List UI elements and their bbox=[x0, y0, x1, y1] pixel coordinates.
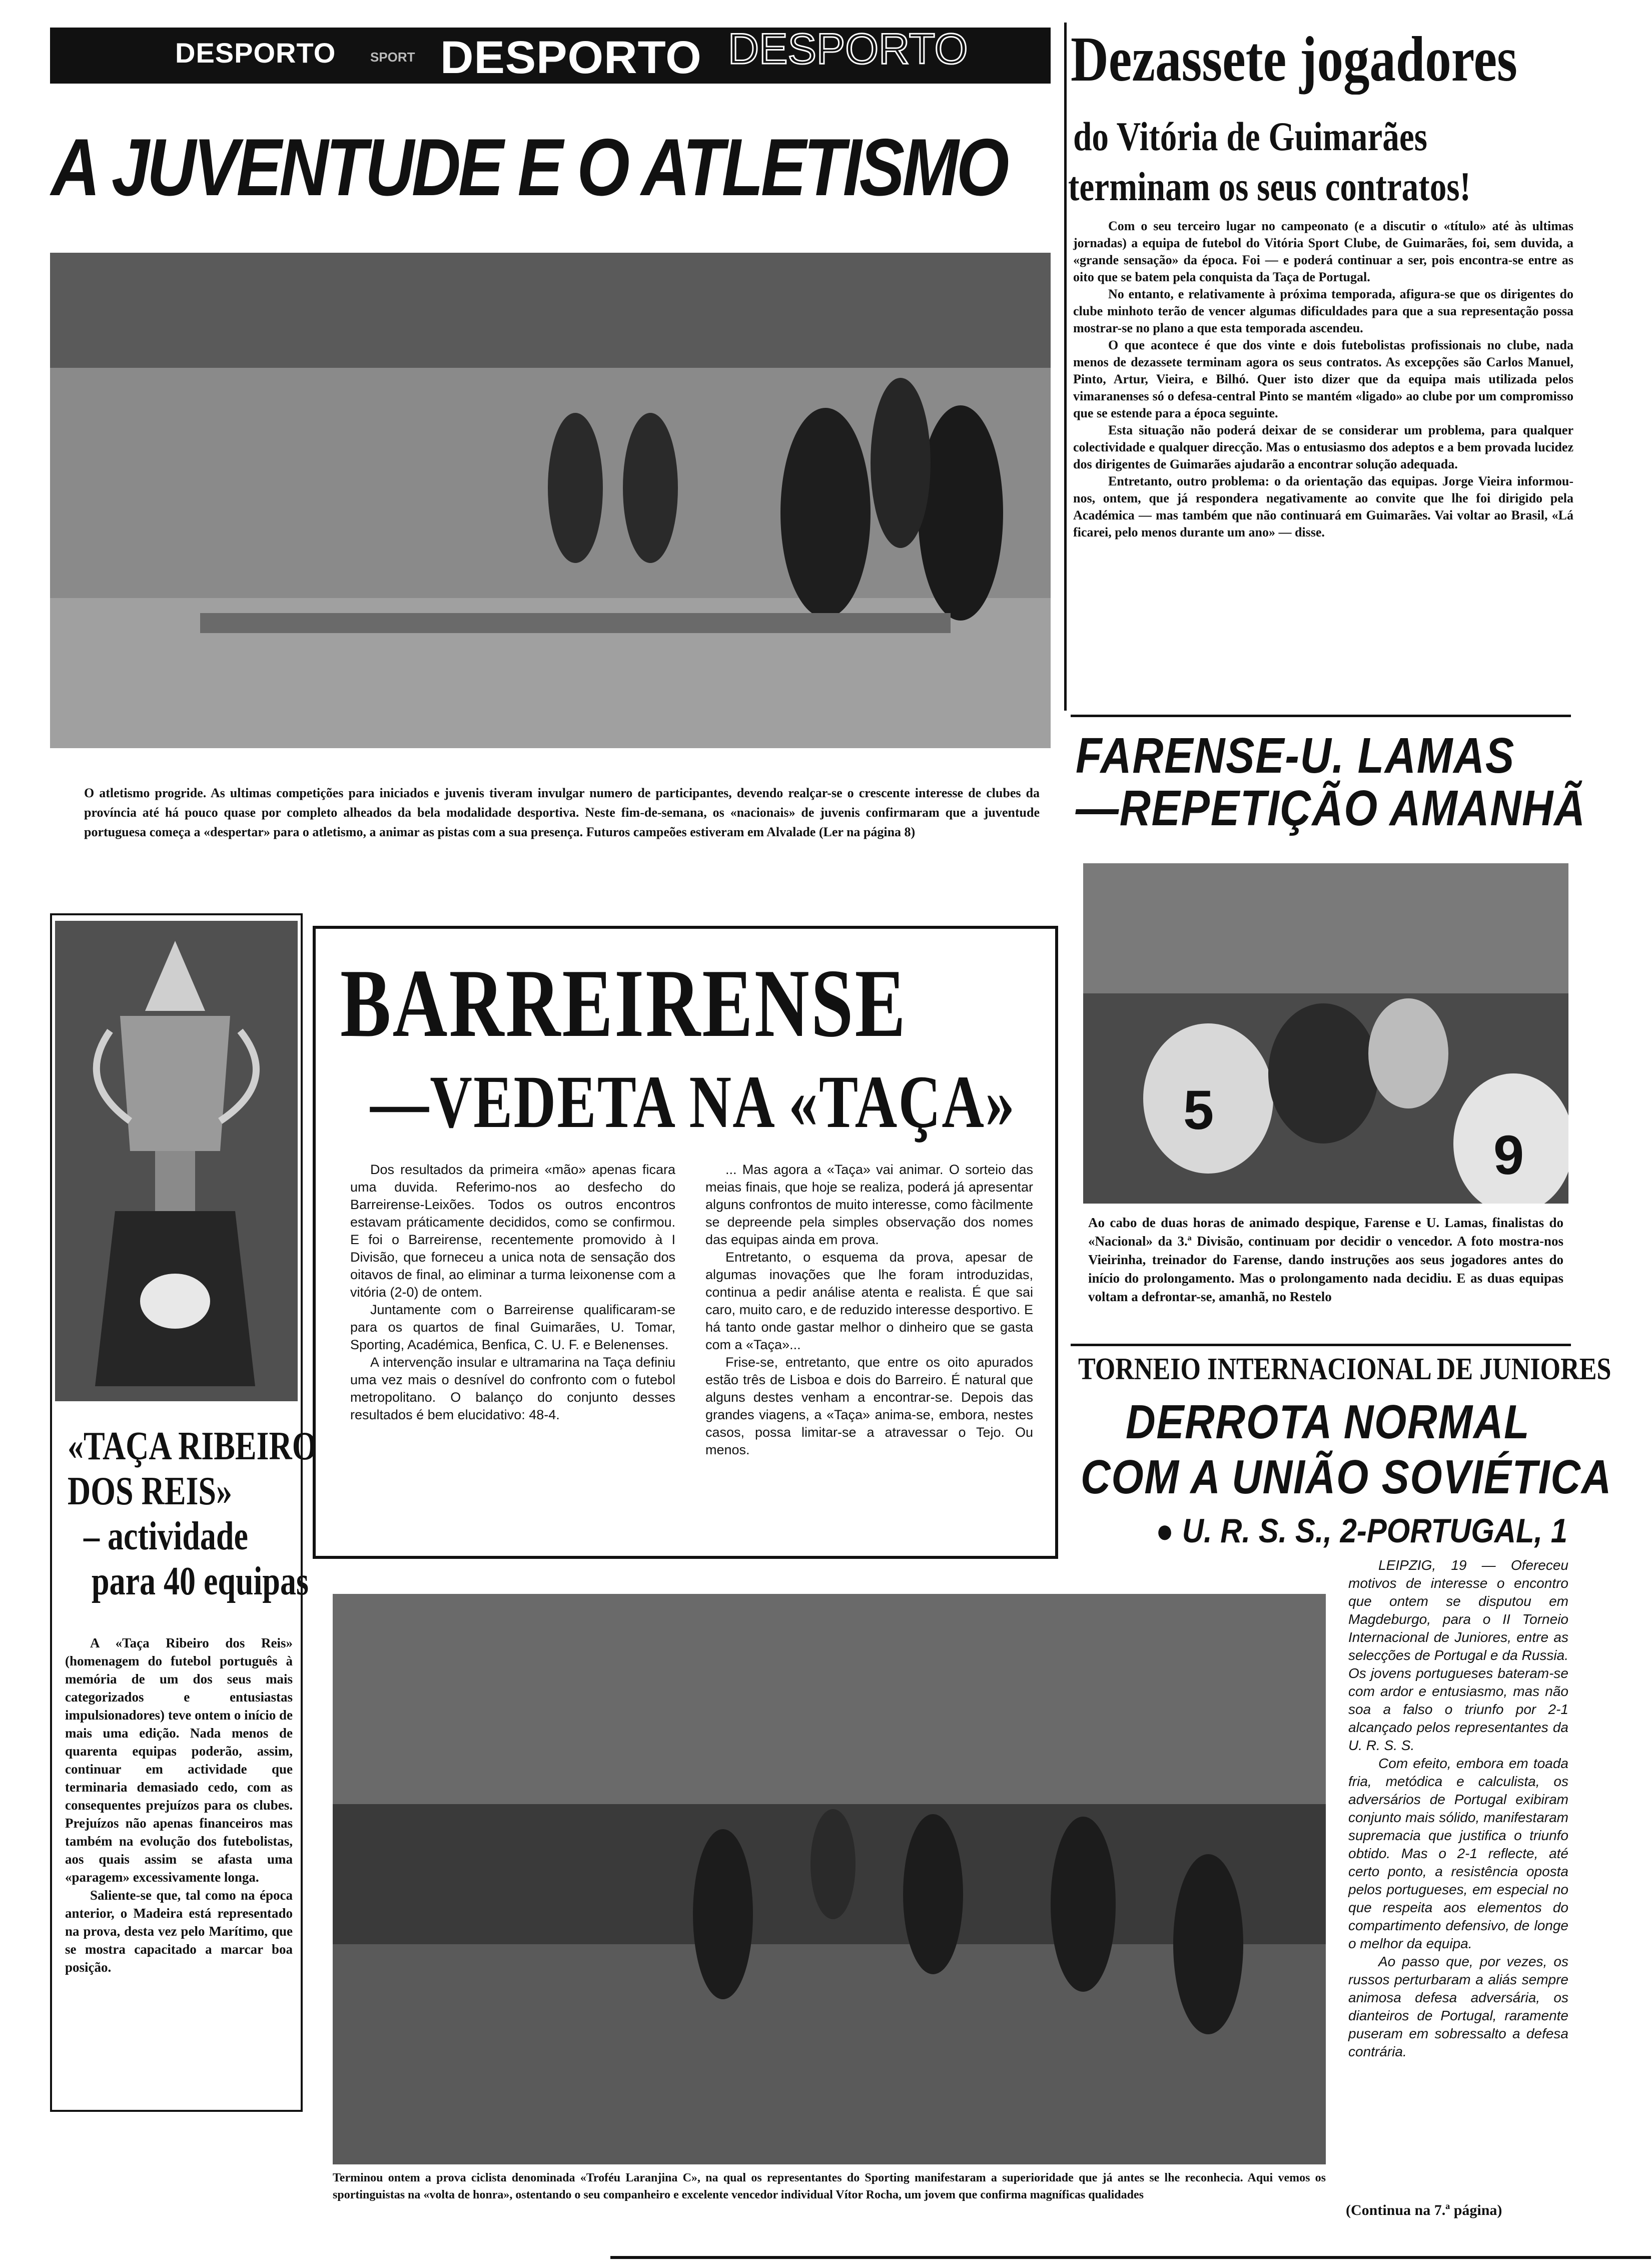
horizontal-rule bbox=[1071, 715, 1571, 717]
lead-headline: A JUVENTUDE E O ATLETISMO bbox=[51, 122, 1007, 213]
barreirense-headline: BARREIRENSE bbox=[340, 949, 908, 1057]
barreirense-paragraph: Dos resultados da primeira «mão» apenas ficara uma duvida. Referimo-nos ao desfecho do Barreirense-Leixões. Todos os outros encontros estavam práticamente decididos, como se confirmou. E foi o Barreirense, recentemente promovido à I Divisão, que forneceu a unica nota de sensação dos oitavos de final, ao eliminar a turma leixonense com a vitória (2-0) de ontem. bbox=[350, 1162, 675, 1300]
barreirense-paragraph: Entretanto, o esquema da prova, apesar de algumas inovações que lhe foram introduzidas, continua a pedir análise atenta e realista. É que sai caro, muito caro, e de reduzido interesse desportivo. E há tanto onde gastar melhor o dinheiro que se gasta com a «Taça»... bbox=[705, 1250, 1033, 1352]
juniores-headline: COM A UNIÃO SOVIÉTICA bbox=[1081, 1450, 1612, 1504]
vertical-rule bbox=[1064, 23, 1067, 711]
juniores-article bbox=[1348, 1556, 1568, 2061]
trophy-photo bbox=[55, 921, 298, 1401]
vitoria-paragraph: Com o seu terceiro lugar no campeonato (e a discutir o «título» até às ultimas jornadas) a equipa de futebol do Vitória Sport Clube, de Guimarães, foi, sem duvida, a «grande sensação» da época. Foi — e poderá continuar a ser, pois encontra-se entre as oito que se batem pela conquista da Taça de Portugal. bbox=[1073, 219, 1573, 284]
jersey-number: 5 bbox=[1183, 1079, 1214, 1141]
barreirense-paragraph: ... Mas agora a «Taça» vai animar. O sorteio das meias finais, que hoje se realiza, poderá já apresentar alguns confrontos de muito interesse, como fàcilmente se depreende pela simples observação dos nomes das equipas ainda em prova. bbox=[705, 1162, 1033, 1247]
juniores-score bbox=[1156, 1511, 1567, 1550]
cycling-photo bbox=[333, 1594, 1326, 2164]
footer-rule bbox=[610, 2256, 1651, 2259]
taca-reis-headline bbox=[68, 1424, 317, 1604]
taca-reis-headline-line: DOS REIS» bbox=[68, 1469, 232, 1513]
juniores-kicker: TORNEIO INTERNACIONAL DE JUNIORES bbox=[1078, 1352, 1611, 1386]
farense-headline: FARENSE-U. LAMAS bbox=[1076, 728, 1515, 784]
masthead-outline-label: DESPORTO bbox=[728, 25, 968, 73]
vitoria-paragraph: Esta situação não poderá deixar de se considerar um problema, para qualquer colectividade e qualquer direcção. Mas o entusiasmo dos adeptos e a bem provada lucidez dos dirigentes de Guimarães ajudarão a encontrar solução adequada. bbox=[1073, 423, 1573, 471]
continued-note: (Continua na 7.ª página) bbox=[1346, 2202, 1502, 2218]
barreirense-paragraph: Frise-se, entretanto, que entre os oito apurados estão três de Lisboa e dois do Barreiro. É natural que alguns destes venham a encontrar-se. Depois das grandes viagens, a «Taça» anima-se, embora, nestes casos, possa limitar-se a atravessar o Tejo. Ou menos. bbox=[705, 1355, 1033, 1457]
juniores-paragraph: Com efeito, embora em toada fria, metódica e calculista, os adversários de Portugal exibiram conjunto mais sólido, manifestaram supremacia que justifica o triunfo obtido. Mas o 2-1 reflecte, até certo ponto, a resistência oposta pelos portugueses, em especial no que respeita aos elementos do compartimento defensivo, de longe o melhor da equipa. bbox=[1348, 1756, 1568, 1951]
taca-reis-headline-line: «TAÇA RIBEIRO bbox=[68, 1424, 317, 1468]
lead-photo-caption: O atletismo progride. As ultimas competições para iniciados e juvenis tiveram invulgar numero de participantes, devendo realçar-se o crescente interesse de clubes da província até há pouco quase por completo alheados da bela modalidade desportiva. Neste fim-de-semana, os «nacionais» de juvenis confirmaram que a juventude portuguesa começa a «despertar» para o atletismo, a animar as pistas com a sua presença. Futuros campeões estiveram em Alvalade (Ler na página 8) bbox=[84, 786, 1040, 839]
masthead-bar bbox=[50, 25, 1051, 84]
vitoria-subheadline-2: terminam os seus contratos! bbox=[1068, 164, 1471, 209]
vitoria-paragraph: O que acontece é que dos vinte e dois futebolistas profissionais no clube, nada menos de dezassete terminam agora os seus contratos. As excepções são Carlos Manuel, Pinto, Artur, Vieira, e Bilhó. Quer isto dizer que da equipa mais utilizada pelos vimaranenses só o defesa-central Pinto se mantém «ligado» ao clube por um compromisso que se estende para a época seguinte. bbox=[1073, 338, 1573, 420]
vitoria-paragraph: Entretanto, outro problema: o da orientação das equipas. Jorge Vieira informou-nos, ontem, que já respondera negativamente ao convite que lhe foi dirigido pela Académica — mas também que não continuará em Guimarães. Vai voltar ao Brasil, «Lá ficarei, pelo menos durante um ano» — disse. bbox=[1073, 474, 1573, 539]
horizontal-rule bbox=[1071, 1344, 1571, 1346]
bullet-icon: ● bbox=[1156, 1512, 1182, 1550]
juniores-score-text: U. R. S. S., 2-PORTUGAL, 1 bbox=[1182, 1512, 1568, 1550]
juniores-paragraph: Ao passo que, por vezes, os russos perturbaram a aliás sempre animosa defesa adversária, os dianteiros de Portugal, raramente puseram em sobressalto a defesa contrária. bbox=[1348, 1954, 1568, 2059]
taca-reis-headline-line: – actividade bbox=[84, 1514, 248, 1558]
masthead-tiny-label: SPORT bbox=[370, 50, 415, 65]
athletics-photo bbox=[50, 253, 1051, 748]
vitoria-headline: Dezassete jogadores bbox=[1071, 24, 1517, 95]
taca-reis-paragraph: A «Taça Ribeiro dos Reis» (homenagem do futebol português à memória de um dos seus mais categorizados e entusiastas impulsionadores) teve ontem o início de mais uma edição. Nada menos de quarenta equipas poderão, assim, continuar em actividade que terminaria demasiado cedo, com as consequentes prejuízos para os clubes. Prejuízos não apenas financeiros mas também na evolução dos futebolistas, aos quais assim se afasta uma «paragem» excessivamente longa. bbox=[65, 1635, 293, 1885]
barreirense-paragraph: A intervenção insular e ultramarina na Taça definiu uma vez mais o desnível do confronto com o futebol metropolitano. O balanço do conjunto desses resultados é bem elucidativo: 48-4. bbox=[350, 1355, 675, 1422]
vitoria-subheadline-1: do Vitória de Guimarães bbox=[1073, 114, 1427, 159]
vitoria-article bbox=[1073, 218, 1573, 541]
farense-photo-caption: Ao cabo de duas horas de animado despique, Farense e U. Lamas, finalistas do «Nacional» da 3.ª Divisão, continuam por decidir o vencedor. A foto mostra-nos Vieirinha, treinador do Farense, dando instruções aos seus jogadores antes do início do prolongamento. Mas o prolongamento nada decidiu. E as duas equipas voltam a defrontar-se, amanhã, no Restelo bbox=[1088, 1215, 1563, 1304]
barreirense-subheadline: —VEDETA NA «TAÇA» bbox=[370, 1060, 1016, 1144]
taca-reis-article bbox=[65, 1634, 293, 1976]
masthead-title: DESPORTO bbox=[440, 32, 702, 83]
jersey-number: 9 bbox=[1493, 1124, 1524, 1186]
cycling-photo-caption: Terminou ontem a prova ciclista denominada «Troféu Laranjina C», na qual os representantes do Sporting manifestaram a superioridade que já antes se lhe reconhecia. Aqui vemos os sportinguistas na «volta de honra», ostentando o seu companheiro e excelente vencedor individual Vítor Rocha, um jovem que confirma magníficas qualidades bbox=[333, 2171, 1326, 2201]
masthead-small-label: DESPORTO bbox=[175, 37, 336, 69]
juniores-paragraph: LEIPZIG, 19 — Ofereceu motivos de interesse o encontro que ontem se disputou em Magdeburgo, para o II Torneio Internacional de Juniores, entre as selecções de Portugal e da Russia. Os jovens portugueses bateram-se com ardor e entusiasmo, mas não soa a falso o triunfo por 2-1 alcançado pelos representantes da U. R. S. S. bbox=[1348, 1557, 1568, 1753]
juniores-headline: DERROTA NORMAL bbox=[1126, 1395, 1530, 1449]
farense-photo bbox=[1083, 863, 1568, 1204]
farense-subheadline: —REPETIÇÃO AMANHÃ bbox=[1076, 780, 1586, 836]
barreirense-column-1 bbox=[350, 1161, 675, 1424]
barreirense-column-2 bbox=[705, 1161, 1033, 1459]
taca-reis-headline-line: para 40 equipas bbox=[92, 1559, 309, 1603]
vitoria-paragraph: No entanto, e relativamente à próxima temporada, afigura-se que os dirigentes do clube minhoto terão de vencer algumas dificuldades para que a sua representação possa mostrar-se no plano a que esta temporada ascendeu. bbox=[1073, 287, 1573, 335]
taca-reis-paragraph: Saliente-se que, tal como na época anterior, o Madeira está representado na prova, desta vez pelo Marítimo, que se mostra capacitado a marcar boa posição. bbox=[65, 1888, 293, 1975]
barreirense-paragraph: Juntamente com o Barreirense qualificaram-se para os quartos de final Guimarães, U. Tomar, Sporting, Académica, Benfica, C. U. F. e Belenenses. bbox=[350, 1302, 675, 1352]
